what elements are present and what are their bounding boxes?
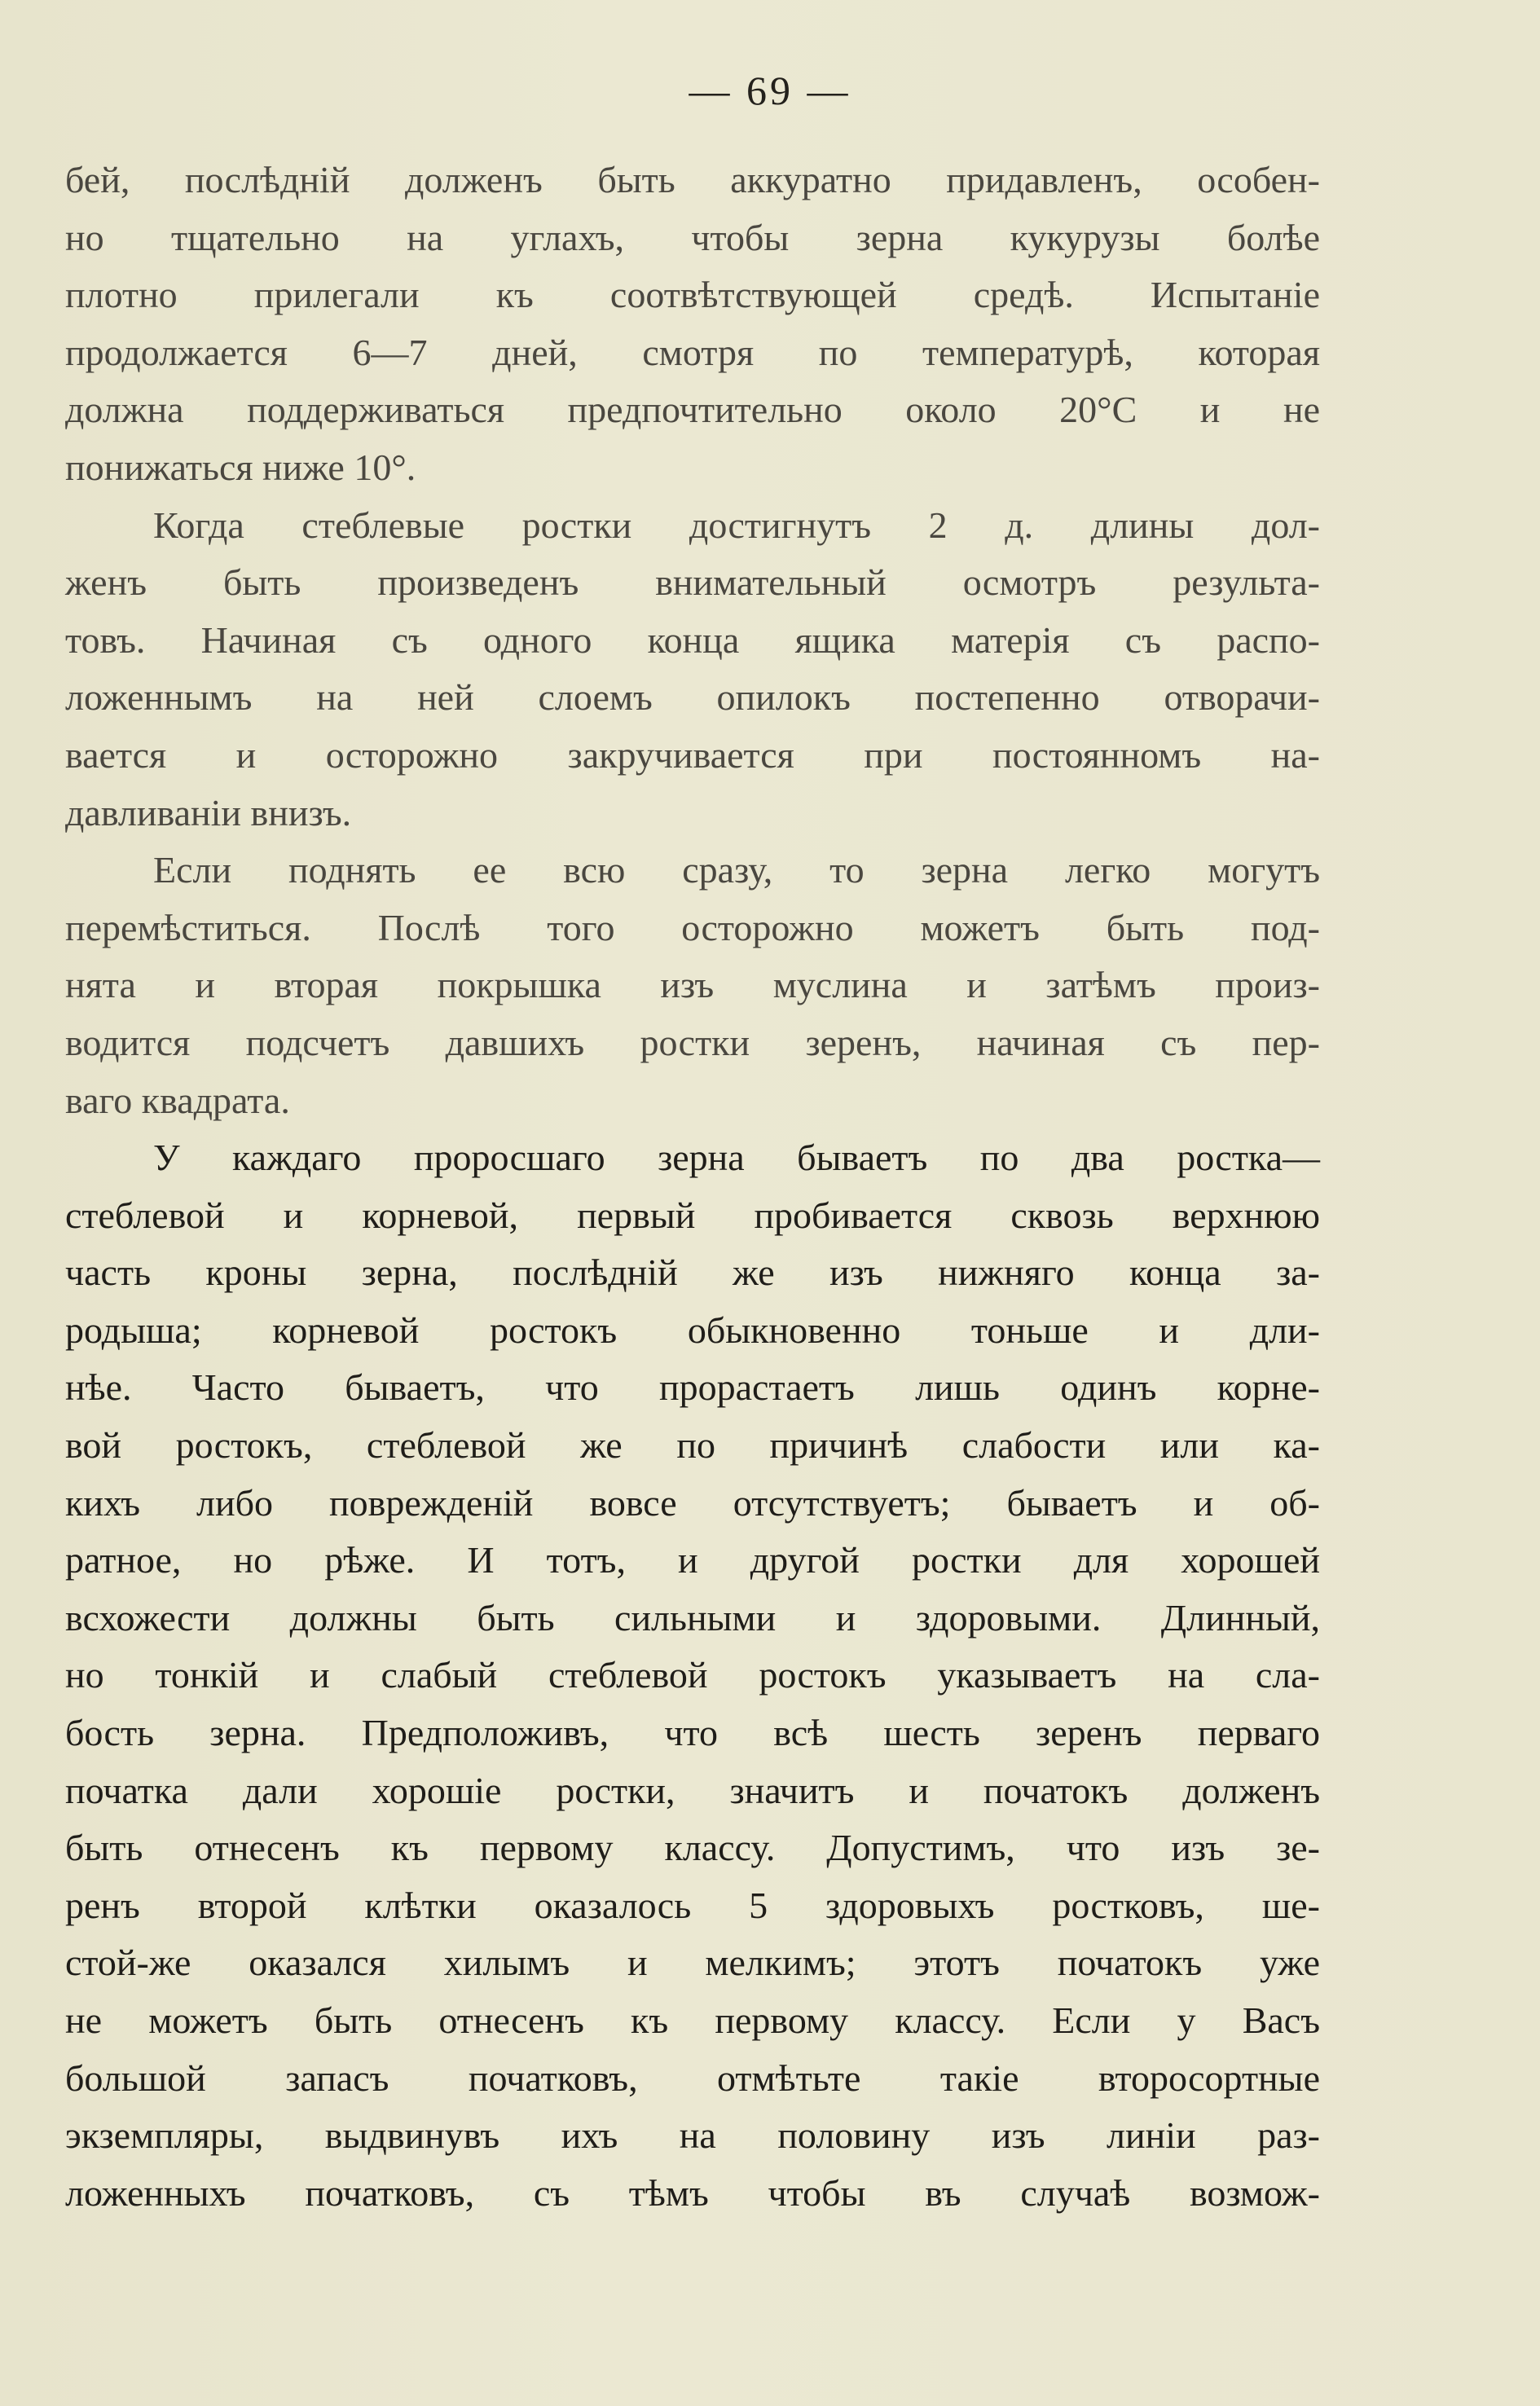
text-line: товъ. Начиная съ одного конца ящика матерія съ распо- [65, 618, 1320, 661]
text-line: вой ростокъ, стеблевой же по причинѣ слабости или ка- [65, 1424, 1320, 1467]
text-line: нѣе. Часто бываетъ, что прорастаетъ лишь одинъ корне- [65, 1366, 1320, 1409]
text-line: кихъ либо поврежденій вовсе отсутствуетъ; бываетъ и об- [65, 1481, 1320, 1524]
text-line: стой-же оказался хилымъ и мелкимъ; этотъ початокъ уже [65, 1942, 1320, 1984]
text-line: водится подсчетъ давшихъ ростки зеренъ, начиная съ пер- [65, 1021, 1320, 1063]
text-line: Когда стеблевые ростки достигнутъ 2 д. длины дол- [153, 504, 1320, 546]
text-line: но тщательно на углахъ, чтобы зерна кукурузы болѣе [65, 216, 1320, 258]
text-line: большой запасъ початковъ, отмѣтьте такіе второсортные [65, 2056, 1320, 2099]
text-line: часть кроны зерна, послѣдній же изъ нижняго конца за- [65, 1251, 1320, 1294]
text-line: початка дали хорошіе ростки, значитъ и початокъ долженъ [65, 1769, 1320, 1811]
text-line: всхожести должны быть сильными и здоровыми. Длинный, [65, 1596, 1320, 1638]
text-line: Если поднять ее всю сразу, то зерна легко могутъ [153, 849, 1320, 891]
text-line: продолжается 6—7 дней, смотря по температурѣ, которая [65, 331, 1320, 373]
text-line: стеблевой и корневой, первый пробивается сквозь верхнюю [65, 1194, 1320, 1236]
text-line: понижаться ниже 10°. [65, 446, 416, 488]
text-line: вается и осторожно закручивается при постоянномъ на- [65, 733, 1320, 776]
text-line: должна поддерживаться предпочтительно около 20°С и не [65, 389, 1320, 431]
text-line: давливаніи внизъ. [65, 791, 352, 834]
text-line: ренъ второй клѣтки оказалось 5 здоровыхъ ростковъ, ше- [65, 1884, 1320, 1926]
text-line: ложенныхъ початковъ, съ тѣмъ чтобы въ случаѣ возмож- [65, 2171, 1320, 2214]
text-line: но тонкій и слабый стеблевой ростокъ указываетъ на сла- [65, 1654, 1320, 1696]
text-line: нята и вторая покрышка изъ муслина и затѣмъ произ- [65, 964, 1320, 1006]
text-line: ваго квадрата. [65, 1079, 290, 1121]
text-line: ратное, но рѣже. И тотъ, и другой ростки для хорошей [65, 1539, 1320, 1581]
text-line: ложеннымъ на ней слоемъ опилокъ постепенно отворачи- [65, 676, 1320, 719]
text-line: родыша; корневой ростокъ обыкновенно тоньше и дли- [65, 1309, 1320, 1351]
body-text [65, 152, 1320, 2222]
page-number: — 69 — [689, 68, 851, 113]
text-line: экземпляры, выдвинувъ ихъ на половину изъ линіи раз- [65, 2114, 1320, 2157]
text-line: плотно прилегали къ соотвѣтствующей средѣ. Испытаніе [65, 274, 1320, 316]
text-line: бей, послѣдній долженъ быть аккуратно придавленъ, особен- [65, 159, 1320, 200]
text-line: бость зерна. Предположивъ, что всѣ шесть зеренъ перваго [65, 1712, 1320, 1754]
text-line: быть отнесенъ къ первому классу. Допустимъ, что изъ зе- [65, 1827, 1320, 1869]
text-line: не можетъ быть отнесенъ къ первому классу. Если у Васъ [65, 1999, 1320, 2041]
text-line: У каждаго проросшаго зерна бываетъ по два ростка— [153, 1137, 1320, 1179]
text-line: перемѣститься. Послѣ того осторожно можетъ быть под- [65, 906, 1320, 948]
text-line: женъ быть произведенъ внимательный осмотръ результа- [65, 561, 1320, 604]
